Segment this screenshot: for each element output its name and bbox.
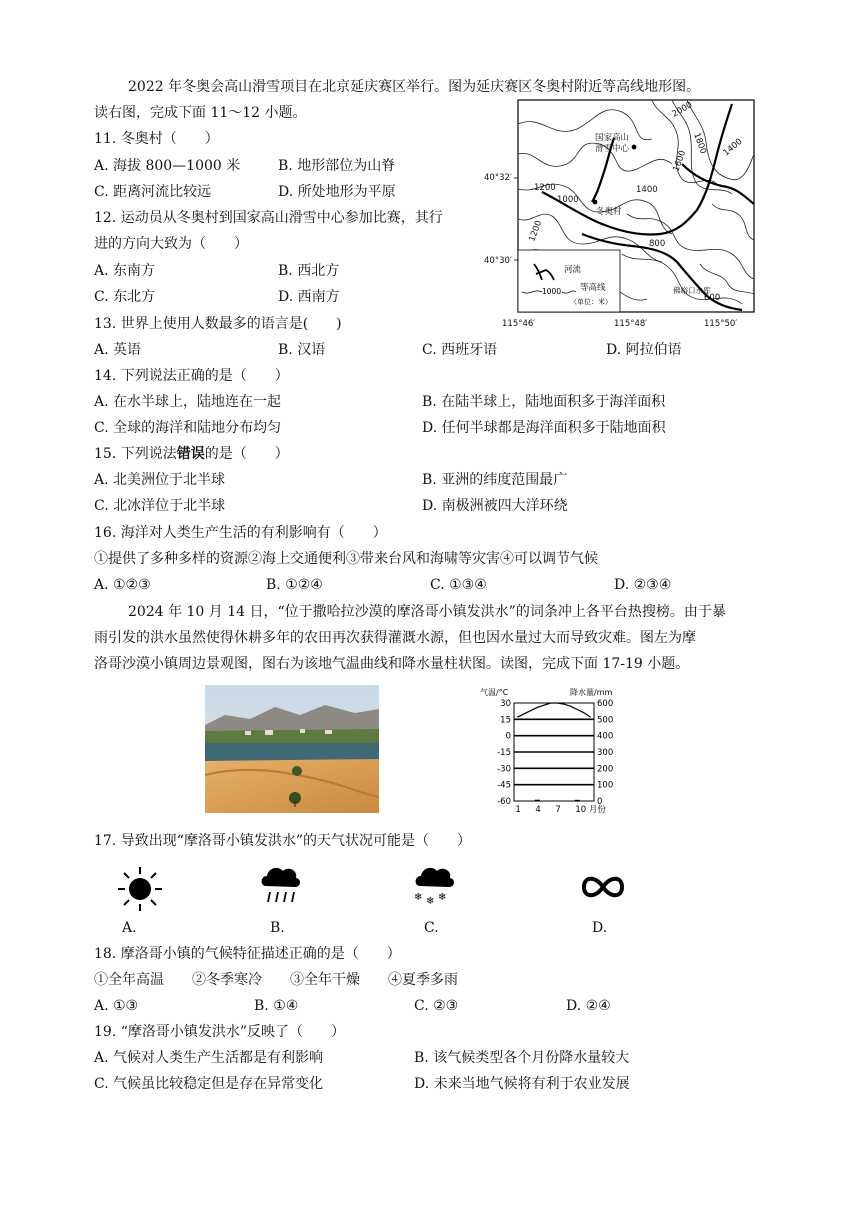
temperature-curve (517, 703, 590, 717)
contour-map (482, 94, 772, 332)
q13-option-a[interactable]: A. 英语 (94, 342, 142, 358)
q17-option-d[interactable]: D. (592, 920, 608, 936)
q18-option-a[interactable]: A. ①③ (94, 998, 139, 1014)
q14-option-a[interactable]: A. 在水半球上，陆地连在一起 (94, 394, 282, 410)
olympic-village-label: 冬奥村 (596, 207, 622, 217)
q11-option-d[interactable]: D. 所处地形为平原 (278, 184, 396, 200)
q15-option-b[interactable]: B. 亚洲的纬度范围最广 (422, 472, 568, 488)
rain-icon[interactable] (258, 862, 302, 908)
intro-2-line-2: 雨引发的洪水虽然使得休耕多年的农田再次获得灌溉水源，但也因水量过大而导致灾难。图左为摩 (94, 630, 696, 646)
precip-bar (575, 800, 580, 801)
q13-option-c[interactable]: C. 西班牙语 (422, 342, 498, 358)
precip-tick-label: 600 (597, 699, 614, 709)
svg-text:❄: ❄ (438, 892, 447, 903)
q17-stem: 17. 导致出现“摩洛哥小镇发洪水”的天气状况可能是（ ） (94, 833, 472, 849)
intro-2-line-1: 2024 年 10 月 14 日，“位于撒哈拉沙漠的摩洛哥小镇发洪水”的词条冲上各平台热搜榜。由于暴 (128, 604, 726, 620)
month-tick-label: 1 (515, 805, 521, 815)
contour-label-800: 800 (649, 239, 666, 249)
village-trees (205, 729, 379, 745)
chart-precip-title: 降水量/mm (570, 688, 613, 697)
temp-tick-label: 15 (500, 715, 511, 726)
q15-stem-post: 的是（ ） (204, 446, 289, 462)
climate-chart (474, 685, 630, 815)
lon-label-mid: 115°48′ (614, 319, 648, 329)
q11-option-b[interactable]: B. 地形部位为山脊 (278, 158, 396, 174)
ski-center-marker (632, 145, 637, 150)
reservoir-label: 佛峪口水库 (673, 286, 711, 295)
legend-river-label: 河流 (564, 265, 582, 275)
month-tick-label: 4 (535, 805, 541, 815)
chart-temp-title: 气温/°C (480, 688, 509, 697)
q15-option-d[interactable]: D. 南极洲被四大洋环绕 (422, 498, 568, 514)
q16-items: ①提供了多种多样的资源②海上交通便利③带来台风和海啸等灾害④可以调节气候 (94, 551, 598, 567)
precip-tick-label: 500 (597, 715, 614, 726)
temp-tick-label: -30 (497, 764, 511, 775)
q16-option-d[interactable]: D. ②③④ (614, 577, 672, 593)
q19-option-c[interactable]: C. 气候虽比较稳定但是存在异常变化 (94, 1076, 324, 1092)
precip-tick-label: 400 (597, 731, 614, 742)
contour-label-1800: 1800 (691, 131, 708, 156)
q11-option-a[interactable]: A. 海拔 800—1000 米 (94, 158, 241, 174)
ski-center-label-2: 滑雪中心 (595, 144, 630, 154)
q14-option-c[interactable]: C. 全球的海洋和陆地分布均匀 (94, 420, 282, 436)
lon-label-left: 115°46′ (502, 319, 536, 329)
q15-option-a[interactable]: A. 北美洲位于北半球 (94, 472, 226, 488)
q16-option-b[interactable]: B. ①②④ (266, 577, 323, 593)
haze-icon[interactable] (580, 870, 626, 904)
q11-option-c[interactable]: C. 距离河流比较远 (94, 184, 212, 200)
temp-tick-label: -45 (497, 780, 511, 791)
legend-unit-label: （单位：米） (570, 298, 612, 306)
precip-tick-label: 300 (597, 748, 614, 758)
legend-contour-value: 1000 (542, 287, 562, 296)
contour-label-1000: 1000 (557, 195, 579, 205)
legend-contour-label: 等高线 (580, 283, 606, 293)
desert-landscape-photo (205, 685, 379, 813)
q13-option-b[interactable]: B. 汉语 (278, 342, 326, 358)
lon-label-right: 115°50′ (704, 319, 738, 329)
q15-stem-pre: 15. 下列说法 (94, 446, 177, 462)
contour-label-1200-a: 1200 (534, 183, 556, 193)
q16-option-a[interactable]: A. ①②③ (94, 577, 151, 593)
intro-1-line-2: 读右图，完成下面 11～12 小题。 (94, 105, 307, 121)
q18-option-c[interactable]: C. ②③ (414, 998, 459, 1014)
ski-center-label-1: 国家高山 (595, 133, 630, 143)
q18-option-b[interactable]: B. ①④ (254, 998, 299, 1014)
contour-label-1400-b: 1400 (721, 136, 745, 159)
q19-option-a[interactable]: A. 气候对人类生产生活都是有利影响 (94, 1050, 324, 1066)
svg-text:❄: ❄ (414, 892, 423, 903)
q14-stem: 14. 下列说法正确的是（ ） (94, 368, 289, 384)
q13-option-d[interactable]: D. 阿拉伯语 (606, 342, 682, 358)
q16-option-c[interactable]: C. ①③④ (430, 577, 487, 593)
q16-stem: 16. 海洋对人类生产生活的有利影响有（ ） (94, 525, 387, 541)
sand-dune (205, 759, 379, 813)
q19-option-b[interactable]: B. 该气候类型各个月份降水量较大 (414, 1050, 630, 1066)
map-legend (518, 250, 620, 312)
sun-icon[interactable] (116, 865, 164, 913)
lake (205, 743, 379, 761)
lat-label-bottom: 40°30′ (484, 256, 512, 266)
lat-label-top: 40°32′ (484, 173, 512, 183)
q15-stem-emphasis: 错误 (176, 446, 205, 462)
precip-bar (535, 800, 540, 801)
temp-tick-label: 0 (505, 731, 511, 742)
q17-option-c[interactable]: C. (424, 920, 439, 936)
snow-icon[interactable] (412, 862, 456, 908)
q13-stem: 13. 世界上使用人数最多的语言是( ) (94, 316, 342, 332)
q18-stem: 18. 摩洛哥小镇的气候特征描述正确的是（ ） (94, 946, 401, 962)
contour-label-1400-a: 1400 (636, 185, 658, 195)
q15-stem (94, 445, 289, 463)
temp-tick-label: -60 (497, 797, 511, 807)
q12-stem-line-2: 进的方向大致为（ ） (94, 236, 248, 252)
tree (292, 766, 302, 776)
q19-option-d[interactable]: D. 未来当地气候将有利于农业发展 (414, 1076, 630, 1092)
contour-label-2000: 2000 (670, 100, 695, 120)
contour-label-600: 600 (704, 293, 721, 303)
q14-option-b[interactable]: B. 在陆半球上，陆地面积多于海洋面积 (422, 394, 666, 410)
q12-option-d[interactable]: D. 西南方 (278, 289, 340, 305)
q14-option-d[interactable]: D. 任何半球都是海洋面积多于陆地面积 (422, 420, 666, 436)
month-tick-label: 10 月份 (575, 805, 606, 815)
q12-stem-line-1: 12. 运动员从冬奥村到国家高山滑雪中心参加比赛，其行 (94, 210, 443, 226)
contour-label-1600: 1600 (671, 149, 689, 174)
q12-option-b[interactable]: B. 西北方 (278, 263, 340, 279)
intro-2-line-3: 洛哥沙漠小镇周边景观图，图右为该地气温曲线和降水量柱状图。读图，完成下面 17-19 小题。 (94, 656, 690, 672)
contour-label-1200-b: 1200 (527, 219, 545, 244)
q11-stem: 11. 冬奥村（ ） (94, 131, 219, 147)
q18-items: ①全年高温 ②冬季寒冷 ③全年干燥 ④夏季多雨 (94, 972, 458, 988)
precip-tick-label: 100 (597, 780, 614, 791)
precip-tick-label: 0 (597, 797, 603, 807)
svg-text:❄: ❄ (426, 896, 435, 907)
q17-option-b[interactable]: B. (270, 920, 285, 936)
q12-option-c[interactable]: C. 东北方 (94, 289, 156, 305)
month-tick-label: 7 (555, 805, 561, 815)
q15-option-c[interactable]: C. 北冰洋位于北半球 (94, 498, 226, 514)
q17-option-a[interactable]: A. (122, 920, 137, 936)
q18-option-d[interactable]: D. ②④ (566, 998, 611, 1014)
intro-1-line-1: 2022 年冬奥会高山滑雪项目在北京延庆赛区举行。图为延庆赛区冬奥村附近等高线地形图。 (128, 79, 701, 95)
temp-tick-label: 30 (500, 699, 511, 709)
precip-tick-label: 200 (597, 764, 614, 775)
temp-tick-label: -15 (497, 748, 511, 758)
q12-option-a[interactable]: A. 东南方 (94, 263, 156, 279)
olympic-village-marker (593, 200, 598, 205)
q19-stem: 19. “摩洛哥小镇发洪水”反映了（ ） (94, 1024, 346, 1040)
